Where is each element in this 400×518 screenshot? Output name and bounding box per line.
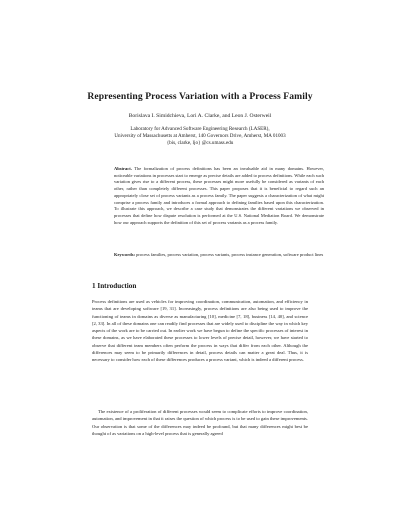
abstract-label: Abstract.	[114, 166, 132, 171]
affiliation-block	[0, 126, 400, 148]
intro-paragraph-1: Process definitions are used as vehicles for improving coordination, communication, automation, and efficiency in teams that are developing software [19, 31]. Increasingly, process definitions are also being used to improve the functioning of teams in domains as diverse as manufacturing [10], medicine [7, 18], business [14, 40], and science [2, 33]. In all of these domains one can readily find processes that are widely used to discipline the way in which key aspects of the work are to be carried out. In earlier work we have begun to define the specific processes of interest in these domains, as we have elaborated these processes to lower levels of precise detail, however, we have started to observe that different team members often perform the process in ways that differ from each other. Although the differences may seem to be primarily differences in detail, process details can matter a great deal. Thus, it is necessary to consider how each of these differences produces a process variant, which is indeed a different process.	[92, 299, 308, 362]
keywords	[114, 252, 324, 259]
affiliation-emails: {bis, clarke, ljo} @cs.umass.edu	[166, 140, 234, 147]
affiliation-lab: Laboratory for Advanced Software Engineering Research (LASER),	[130, 126, 270, 132]
keywords-text: process families, process variation, process variants, process instance generation, software product lines	[136, 252, 324, 257]
paper-title: Representing Process Variation with a Process Family	[87, 91, 313, 102]
affiliation-university: University of Massachusetts at Amherst, 140 Governors Drive, Amherst, MA 01003	[114, 133, 286, 140]
abstract	[114, 166, 324, 226]
keywords-label: Keywords:	[114, 252, 135, 257]
intro-paragraph-2: The existence of a proliferation of different processes would seem to complicate efforts to improve coordination, automation, and improvement in that it raises the question of which process is to be used to gain these improvements. Our observation is that some of the differences may indeed be profound, but that many differences might best be thought of as variations on a high-level process that is generally agreed	[92, 409, 308, 436]
paper-authors: Borislava I. Simidchieva, Lori A. Clarke, and Leon J. Osterweil	[128, 113, 272, 119]
section-heading-introduction: 1 Introduction	[92, 282, 137, 290]
abstract-text: The formalization of process definitions has been an invaluable aid in many domains. However, noticeable variations in processes start to emerge as precise details are added to process definitions. While each such variation gives rise to a different process, these processes might more usefully be considered as variants of each other, rather than completely different processes. This paper proposes that it is beneficial to regard such an appropriately close set of process variants as a process family. The paper suggests a characterization of what might comprise a process family and introduces a formal approach to defining families based upon this characterization. To illustrate this approach, we describe a case study that demonstrates the different variations we observed in processes that define how dispute resolution is performed at the U.S. National Mediation Board. We demonstrate how our approach supports the definition of this set of process variants as a process family.	[114, 166, 324, 225]
